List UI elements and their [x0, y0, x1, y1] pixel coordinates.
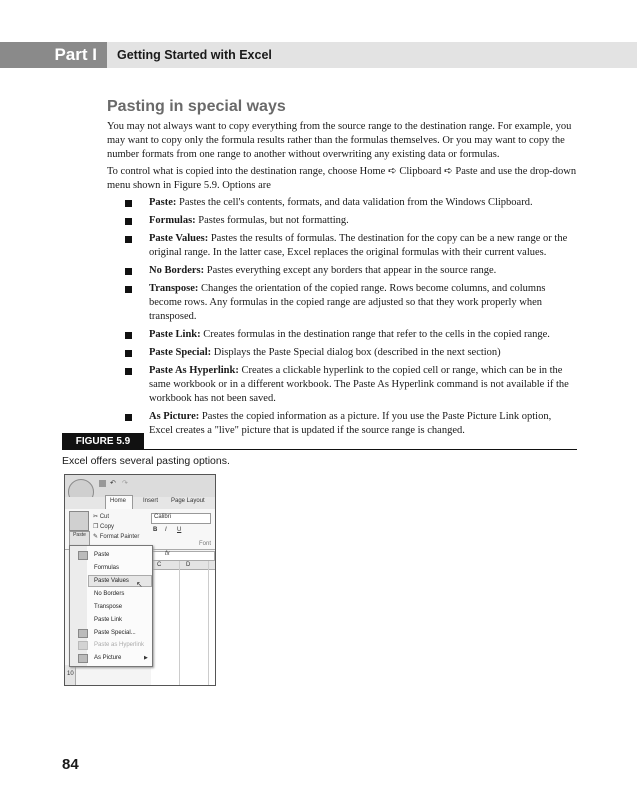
fx-icon: fx	[165, 551, 170, 557]
list-item	[107, 214, 577, 228]
underline-button[interactable]: U	[177, 527, 182, 533]
figure-label: FIGURE 5.9	[62, 433, 144, 450]
worksheet-grid[interactable]	[151, 561, 215, 685]
running-header	[0, 42, 637, 68]
tab-home-label: Home	[110, 498, 127, 504]
bullet-text: Pastes everything except any borders that appear in the source range.	[204, 265, 497, 276]
bullet-term: No Borders:	[149, 265, 205, 276]
list-item	[107, 282, 577, 324]
bullet-text: Changes the orientation of the copied range. Rows become columns, and columns become rows. Any formulas in the copied range are adjusted so that they work properly when transposed.	[149, 283, 546, 322]
menu-item-paste-as-hyperlink[interactable]: Paste as Hyperlink	[94, 642, 145, 648]
bullet-text: Pastes the results of formulas. The destination for the copy can be a new range or the original range. In the latter case, Excel replaces the original formulas with their current values.	[149, 233, 568, 258]
font-name-select[interactable]: Calibri	[151, 513, 211, 524]
bullet-text: Pastes the cell's contents, formats, and data validation from the Windows Clipboard.	[176, 197, 533, 208]
page-number: 84	[62, 756, 79, 773]
menu-item-paste-link[interactable]: Paste Link	[94, 617, 123, 623]
list-item	[107, 264, 577, 278]
list-item	[107, 232, 577, 260]
cut-button[interactable]: ✂ Cut	[93, 514, 110, 520]
list-item	[107, 196, 577, 210]
menu-item-no-borders[interactable]: No Borders	[94, 591, 125, 597]
part-label: Part I	[0, 42, 107, 68]
figure-caption: Excel offers several pasting options.	[62, 455, 230, 467]
menu-item-paste-values[interactable]: Paste Values	[94, 578, 129, 584]
figure-screenshot	[64, 474, 216, 686]
bullet-square-icon	[125, 350, 132, 357]
bullet-text: Creates a clickable hyperlink to the copied cell or range, which can be in the same workbook or in a different workbook. The Paste As Hyperlink command is not available if the workbook has not been saved.	[149, 365, 569, 404]
bullet-term: Paste Values:	[149, 233, 209, 244]
bullet-term: Paste Link:	[149, 329, 201, 340]
menu-item-paste-special[interactable]: Paste Special...	[94, 630, 136, 636]
bullet-term: Paste:	[149, 197, 177, 208]
copy-button[interactable]: ❐ Copy	[93, 524, 115, 530]
section-title: Pasting in special ways	[107, 98, 286, 115]
picture-icon	[78, 654, 88, 663]
figure-rule	[62, 449, 577, 450]
paste-icon	[78, 551, 88, 560]
bullet-square-icon	[125, 332, 132, 339]
list-item	[107, 328, 577, 342]
options-list	[107, 196, 577, 442]
list-item	[107, 346, 577, 360]
list-item	[107, 410, 577, 438]
italic-button[interactable]: I	[165, 527, 167, 533]
bullet-square-icon	[125, 368, 132, 375]
bullet-text: Creates formulas in the destination range that refer to the cells in the copied range.	[200, 329, 550, 340]
menu-item-formulas[interactable]: Formulas	[94, 565, 120, 571]
menu-item-transpose[interactable]: Transpose	[94, 604, 123, 610]
bullet-square-icon	[125, 268, 132, 275]
bullet-square-icon	[125, 200, 132, 207]
bullet-text: Pastes formulas, but not formatting.	[195, 215, 349, 226]
redo-icon[interactable]: ↷	[122, 480, 128, 487]
hyperlink-icon	[78, 641, 88, 650]
paste-icon[interactable]	[69, 511, 89, 531]
bullet-square-icon	[125, 286, 132, 293]
column-header-c[interactable]: C	[157, 562, 162, 568]
bullet-term: As Picture:	[149, 411, 200, 422]
bullet-term: Transpose:	[149, 283, 199, 294]
font-group-label: Font	[199, 541, 212, 547]
tab-page-layout[interactable]: Page Layout	[171, 498, 205, 504]
bullet-term: Paste Special:	[149, 347, 212, 358]
paragraph-control: To control what is copied into the destination range, choose Home ➪ Clipboard ➪ Paste and use the drop-down menu shown in Figure 5.9. Options are	[107, 166, 577, 191]
part-title: Getting Started with Excel	[117, 48, 272, 62]
formula-bar[interactable]	[151, 551, 215, 561]
bullet-square-icon	[125, 414, 132, 421]
bold-button[interactable]: B	[153, 527, 158, 533]
save-icon[interactable]	[99, 480, 106, 487]
menu-item-paste[interactable]: Paste	[94, 552, 110, 558]
bullet-square-icon	[125, 236, 132, 243]
paste-special-icon	[78, 629, 88, 638]
paragraph-intro: You may not always want to copy everything from the source range to the destination range. For example, you may want to copy only the formula results rather than the formulas themselves. Or you may want to copy the number formats from one range to another without overwriting any existing data or formulas.	[107, 121, 572, 160]
list-item	[107, 364, 577, 406]
format-painter-button[interactable]: ✎ Format Painter	[93, 534, 140, 540]
bullet-term: Formulas:	[149, 215, 196, 226]
row-number: 10	[67, 671, 74, 677]
bullet-text: Pastes the copied information as a picture. If you use the Paste Picture Link option, Excel creates a "live" picture that is updated if the source range is changed.	[149, 411, 552, 436]
bullet-square-icon	[125, 218, 132, 225]
mouse-cursor-icon: ↖	[136, 580, 143, 589]
bullet-text: Displays the Paste Special dialog box (described in the next section)	[211, 347, 501, 358]
paste-dropdown-menu	[69, 545, 153, 667]
paste-button[interactable]: Paste	[69, 531, 90, 547]
submenu-arrow-icon: ▶	[144, 655, 148, 661]
grid-line	[179, 561, 180, 685]
menu-item-as-picture[interactable]: As Picture	[94, 655, 122, 661]
bullet-term: Paste As Hyperlink:	[149, 365, 239, 376]
column-header-d[interactable]: D	[186, 562, 191, 568]
tab-insert[interactable]: Insert	[143, 498, 159, 504]
undo-icon[interactable]: ↶	[110, 480, 116, 487]
grid-line	[208, 561, 209, 685]
